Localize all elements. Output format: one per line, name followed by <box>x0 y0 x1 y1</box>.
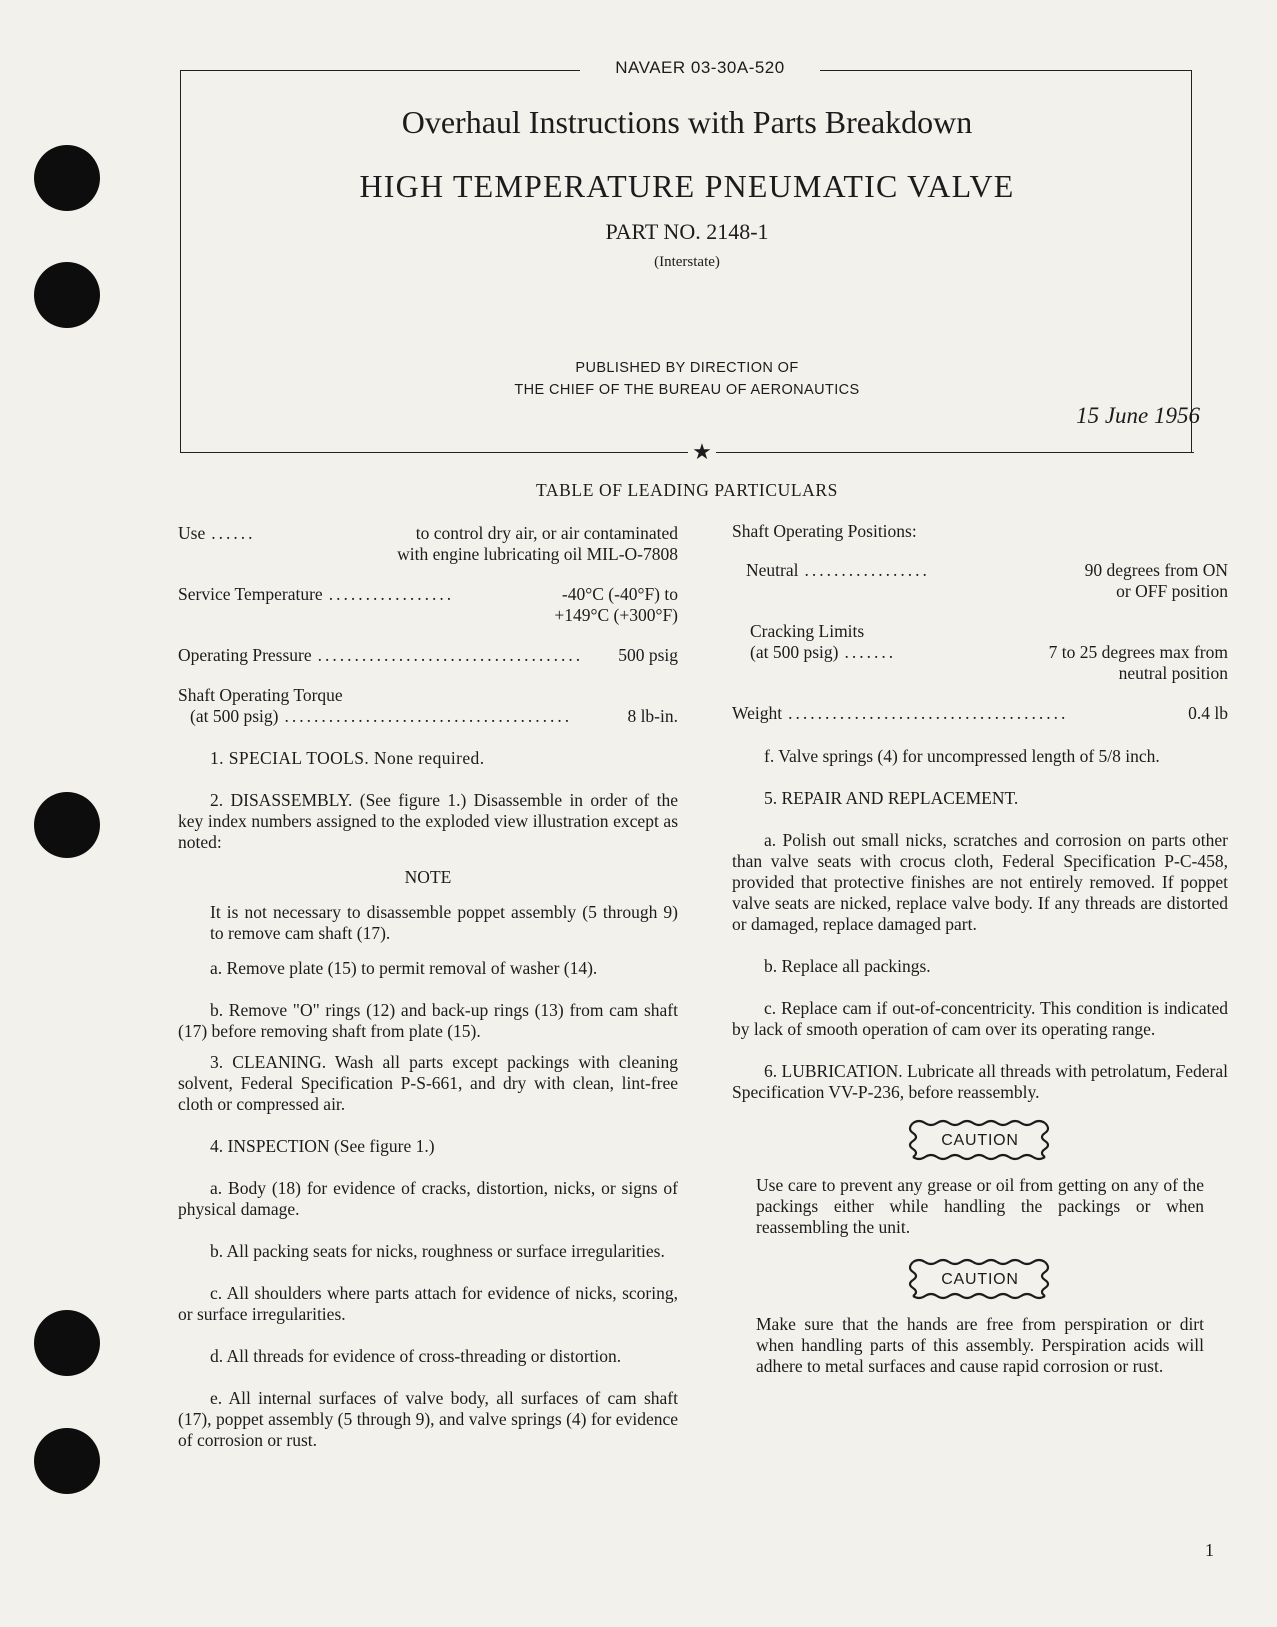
publication-date: 15 June 1956 <box>1076 403 1200 428</box>
inspection-step-f: f. Valve springs (4) for uncompressed length of 5/8 inch. <box>764 746 1160 766</box>
inspection-step-e: e. All internal surfaces of valve body, all surfaces of cam shaft (17), poppet assembly (5 through 9), and valve springs (4) for evidence of corrosion or rust. <box>178 1388 678 1450</box>
page-number: 1 <box>1205 1540 1214 1560</box>
caution-banner <box>905 1119 1055 1161</box>
binder-hole <box>34 145 100 211</box>
binder-hole <box>34 1428 100 1494</box>
publisher-line-1: PUBLISHED BY DIRECTION OF <box>575 360 799 376</box>
star-separator: ★ <box>688 438 716 466</box>
particular-shaft-torque: Shaft Operating Torque (at 500 psig) ....................................... 8 lb-in. <box>178 685 678 726</box>
particular-operating-pressure: Operating Pressure .................................... 500 psig <box>178 645 678 665</box>
binder-hole <box>34 792 100 858</box>
inspection-step-b: b. All packing seats for nicks, roughness or surface irregularities. <box>210 1241 665 1261</box>
particular-weight: Weight ...................................... 0.4 lb <box>732 703 1228 723</box>
left-column <box>178 523 678 1472</box>
caution-label: CAUTION <box>941 1271 1019 1288</box>
particular-service-temperature: Service Temperature ................. -40°C (-40°F) to +149°C (+300°F) <box>178 584 678 625</box>
repair-step-b: b. Replace all packings. <box>764 956 931 976</box>
caution-text-1: Use care to prevent any grease or oil from getting on any of the packings either while handling the packings or when reassembling the unit. <box>756 1175 1204 1237</box>
caution-label: CAUTION <box>941 1132 1019 1149</box>
particular-shaft-positions: Shaft Operating Positions: <box>732 521 917 541</box>
inspection-step-d: d. All threads for evidence of cross-threading or distortion. <box>210 1346 622 1366</box>
section-lubrication: 6. LUBRICATION. Lubricate all threads with petrolatum, Federal Specification VV-P-236, before reassembly. <box>732 1061 1228 1102</box>
document-number: NAVAER 03-30A-520 <box>580 58 820 78</box>
section-repair-replacement: 5. REPAIR AND REPLACEMENT. <box>764 788 1019 808</box>
section-inspection: 4. INSPECTION (See figure 1.) <box>210 1136 435 1156</box>
note-heading: NOTE <box>404 867 452 887</box>
section-special-tools: 1. SPECIAL TOOLS. None required. <box>210 748 485 768</box>
disassembly-step-b: b. Remove "O" rings (12) and back-up rings (13) from cam shaft (17) before removing shaft from plate (15). <box>178 1000 678 1041</box>
component-title: HIGH TEMPERATURE PNEUMATIC VALVE <box>359 168 1015 204</box>
publisher-block <box>180 357 1194 401</box>
title-frame-bottom-rule <box>180 452 1194 453</box>
document-title: Overhaul Instructions with Parts Breakdown <box>401 104 973 140</box>
inspection-step-c: c. All shoulders where parts attach for evidence of nicks, scoring, or surface irregularities. <box>178 1283 678 1324</box>
repair-step-c: c. Replace cam if out-of-concentricity. This condition is indicated by lack of smooth operation of cam over its operating range. <box>732 998 1228 1039</box>
part-number: PART NO. 2148-1 <box>605 219 769 244</box>
repair-step-a: a. Polish out small nicks, scratches and corrosion on parts other than valve seats with crocus cloth, Federal Specification P-C-458, provided that protective finishes are not entirely removed. If poppet valve seats are nicked, replace valve body. If any threads are distorted or damaged, replace damaged part. <box>732 830 1228 934</box>
table-title: TABLE OF LEADING PARTICULARS <box>536 480 838 500</box>
disassembly-step-a: a. Remove plate (15) to permit removal of washer (14). <box>210 958 598 978</box>
caution-text-2: Make sure that the hands are free from perspiration or dirt when handling parts of this assembly. Perspiration acids will adhere to metal surfaces and cause rapid corrosion or rust. <box>756 1314 1204 1376</box>
section-disassembly: 2. DISASSEMBLY. (See figure 1.) Disassemble in order of the key index numbers assigned to the exploded view illustration except as noted: <box>178 790 678 852</box>
caution-banner <box>905 1258 1055 1300</box>
binder-hole <box>34 1310 100 1376</box>
particular-cracking-limits: Cracking Limits (at 500 psig) ....... 7 to 25 degrees max from neutral position <box>750 621 1228 683</box>
section-cleaning: 3. CLEANING. Wash all parts except packings with cleaning solvent, Federal Specification P-S-661, and dry with clean, lint-free cloth or compressed air. <box>178 1052 678 1114</box>
note-body: It is not necessary to disassemble poppet assembly (5 through 9) to remove cam shaft (17). <box>210 902 678 943</box>
binder-hole <box>34 262 100 328</box>
right-column <box>732 521 1228 1377</box>
publisher-line-2: THE CHIEF OF THE BUREAU OF AERONAUTICS <box>514 382 860 398</box>
particular-use: Use ...... to control dry air, or air contaminated with engine lubricating oil MIL-O-7808 <box>178 523 678 564</box>
manufacturer: (Interstate) <box>654 254 720 270</box>
inspection-step-a: a. Body (18) for evidence of cracks, distortion, nicks, or signs of physical damage. <box>178 1178 678 1219</box>
particular-neutral: Neutral ................. 90 degrees from ON or OFF position <box>746 560 1228 601</box>
